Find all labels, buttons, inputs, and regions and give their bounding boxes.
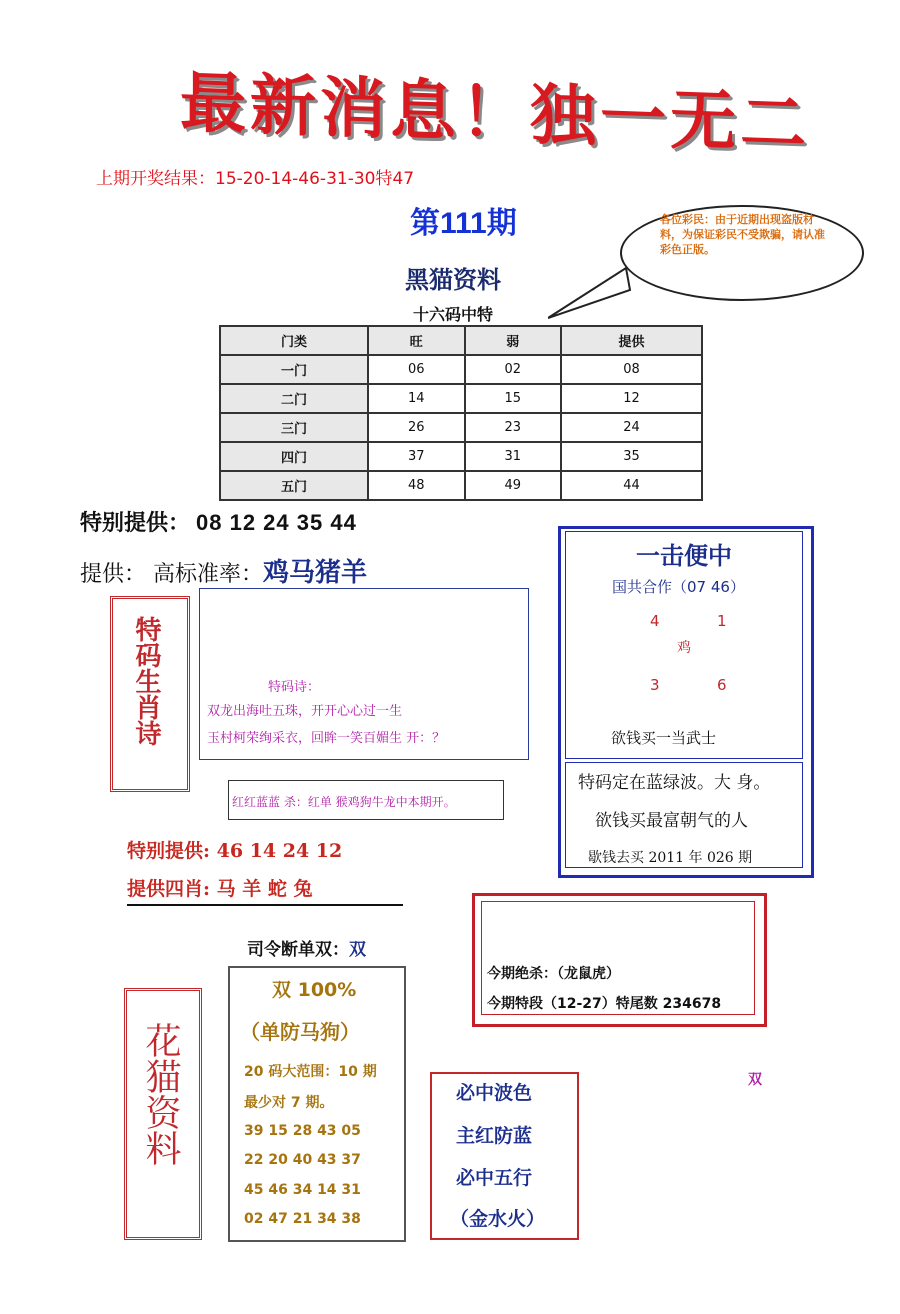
table-cell: 二门 [220, 384, 368, 413]
table-cell: 14 [368, 384, 465, 413]
poem-line: 玉村柯荣绚采衣，回眸一笑百媚生 开：？ [207, 731, 446, 746]
accuracy-label: 提供： 高标准率： [80, 562, 263, 587]
wave-line: 必中五行 [456, 1167, 533, 1189]
odd-even-line [247, 935, 366, 960]
table-row [220, 413, 702, 442]
poem-heading: 特码诗： [268, 680, 321, 695]
kill-line: 红红蓝蓝 杀：红单 猴鸡狗牛龙中本期开。 [232, 795, 456, 809]
column-header: 门类 [220, 326, 368, 355]
one-hit-number: 4 [650, 612, 660, 630]
table-cell: 15 [465, 384, 562, 413]
section-title-black-cat: 黑猫资料 [405, 265, 501, 294]
issue-number: 第111期 [410, 207, 517, 240]
bubble-notice: 各位彩民：由于近期出现盗版材料，为保证彩民不受欺骗，请认准彩色正版。 [660, 213, 825, 256]
table-cell: 23 [465, 413, 562, 442]
one-hit-number: 6 [717, 676, 727, 694]
gold-line: 双 100% [272, 979, 357, 1001]
table-cell: 12 [561, 384, 702, 413]
table-cell: 五门 [220, 471, 368, 500]
special-offer-label: 特别提供： [80, 511, 191, 536]
gold-number-row: 02 47 21 34 38 [244, 1211, 361, 1227]
zodiac-poem-title: 特码生肖诗 [131, 616, 161, 746]
last-draw-result: 上期开奖结果：15-20-14-46-31-30特47 [96, 169, 415, 189]
odd-even-value: 双 [349, 940, 366, 960]
headline: 最新消息！独一无二 [180, 62, 810, 164]
table-cell: 三门 [220, 413, 368, 442]
gold-line: （单防马狗） [240, 1020, 360, 1044]
gold-number-row: 22 20 40 43 37 [244, 1152, 361, 1168]
table-cell: 35 [561, 442, 702, 471]
table-cell: 一门 [220, 355, 368, 384]
sixteen-number-table [219, 325, 703, 501]
table-cell: 08 [561, 355, 702, 384]
gold-number-row: 45 46 34 14 31 [244, 1182, 361, 1198]
one-hit-motto: 欲钱买一当武士 [611, 729, 717, 747]
table-cell: 26 [368, 413, 465, 442]
one-hit-subtitle: 国共合作（07 46） [612, 578, 745, 596]
table-row [220, 442, 702, 471]
section-subtitle: 十六码中特 [413, 305, 494, 324]
table-cell: 48 [368, 471, 465, 500]
table-cell: 四门 [220, 442, 368, 471]
special-offer-2: 特别提供: 46 14 24 12 [127, 840, 343, 862]
four-zodiac-line: 提供四肖: 马 羊 蛇 兔 [127, 878, 313, 900]
one-hit-number: 1 [717, 612, 727, 630]
odd-even-label: 司令断单双： [247, 940, 349, 960]
special-offer-numbers: 08 12 24 35 44 [196, 510, 357, 535]
column-header: 旺 [368, 326, 465, 355]
gold-line: 20 码大范围：10 期 [244, 1064, 377, 1080]
table-cell: 49 [465, 471, 562, 500]
column-header: 弱 [465, 326, 562, 355]
accuracy-zodiacs: 鸡马猪羊 [263, 558, 368, 588]
wave-line: 主红防蓝 [456, 1125, 533, 1147]
one-hit-zodiac: 鸡 [677, 640, 691, 656]
one-hit-line: 特码定在蓝绿波。大 身。 [578, 773, 771, 793]
table-cell: 06 [368, 355, 465, 384]
wave-line: 必中波色 [456, 1082, 533, 1104]
flower-cat-title: 花猫资料 [140, 1022, 181, 1166]
table-cell: 37 [368, 442, 465, 471]
table-header-row [220, 326, 702, 355]
wave-line: （金水火） [450, 1208, 546, 1230]
one-hit-line: 歇钱去买 2011 年 026 期 [588, 850, 753, 866]
special-segment-line: 今期特段（12-27）特尾数 234678 [487, 996, 722, 1012]
table-cell: 31 [465, 442, 562, 471]
column-header: 提供 [561, 326, 702, 355]
divider [127, 904, 403, 906]
one-hit-line: 欲钱买最富朝气的人 [595, 811, 748, 831]
table-row [220, 384, 702, 413]
pair-label: 双 [748, 1072, 762, 1088]
table-cell: 24 [561, 413, 702, 442]
absolute-kill-line: 今期绝杀：（龙鼠虎） [487, 966, 620, 982]
one-hit-number: 3 [650, 676, 660, 694]
table-row [220, 471, 702, 500]
table-cell: 02 [465, 355, 562, 384]
one-hit-title: 一击便中 [636, 542, 732, 570]
special-offer [80, 506, 357, 537]
gold-line: 最少对 7 期。 [244, 1095, 334, 1111]
poem-line: 双龙出海吐五珠，开开心心过一生 [207, 704, 403, 719]
accuracy-line [80, 552, 367, 589]
table-row [220, 355, 702, 384]
table-cell: 44 [561, 471, 702, 500]
gold-number-row: 39 15 28 43 05 [244, 1123, 361, 1139]
